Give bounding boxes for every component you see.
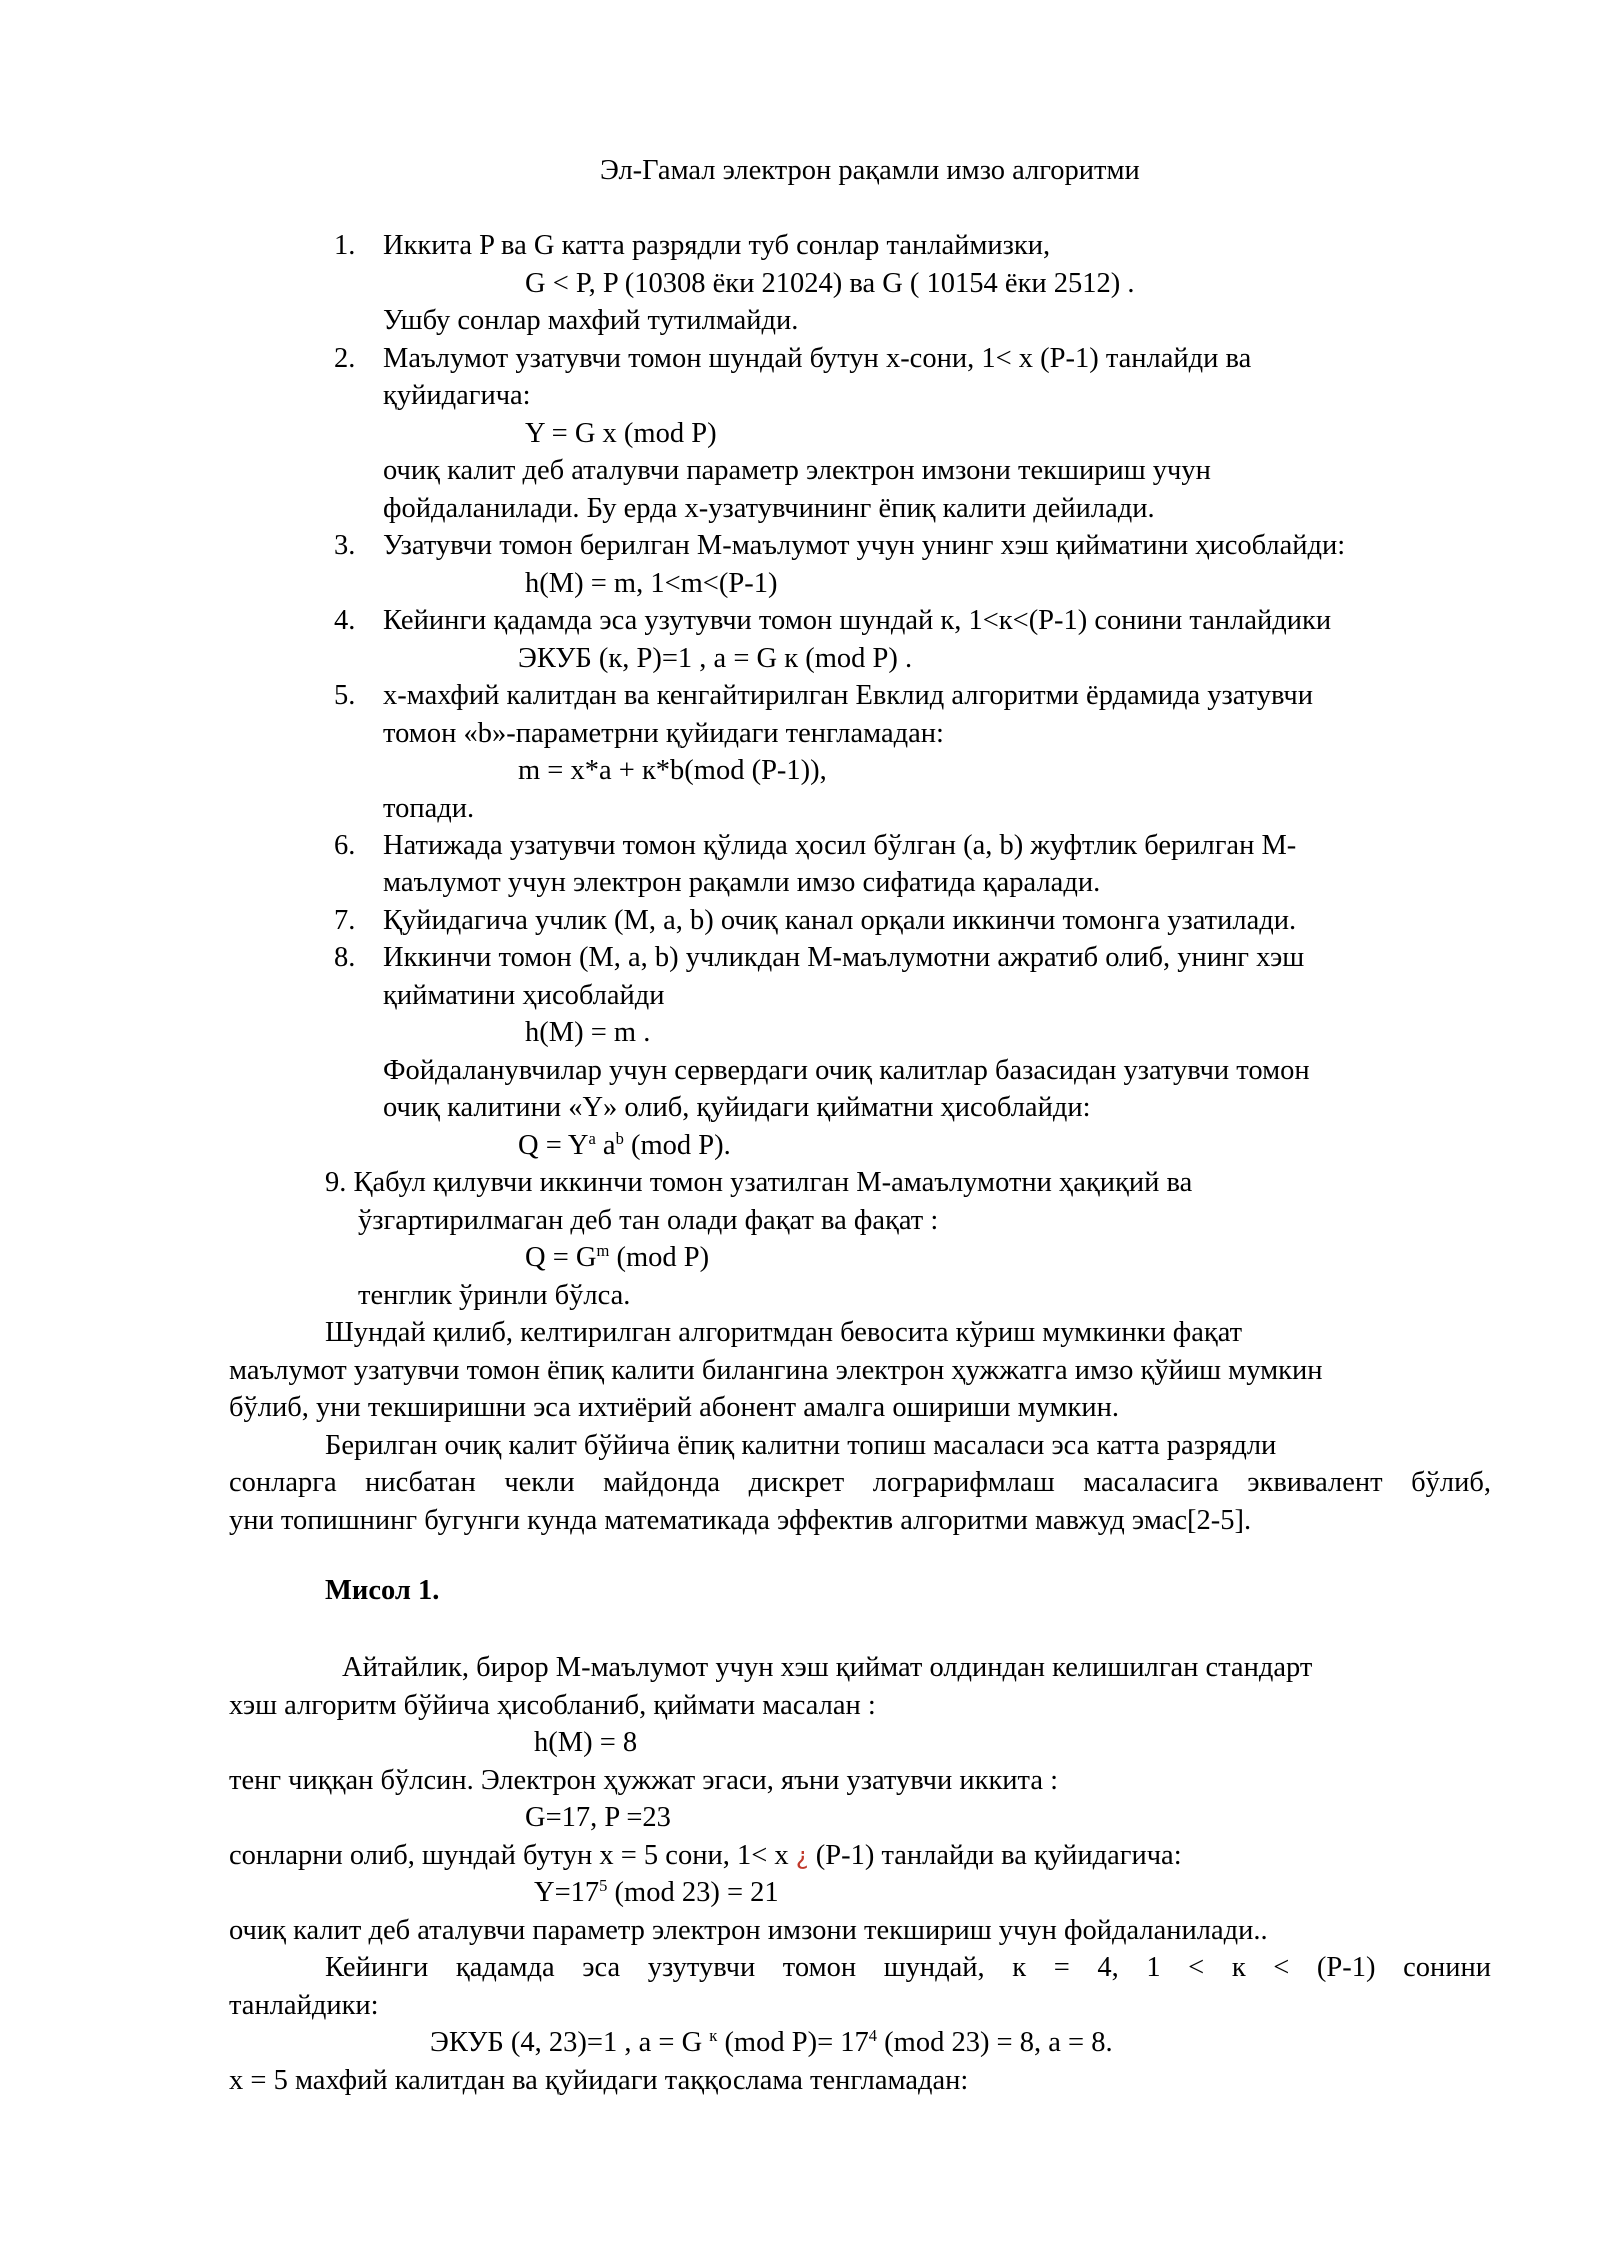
paragraph-2-line-2: сонларга нисбатан чекли майдонда дискрет лограрифмлаш масаласига эквивалент бўлиб, [229,1467,1491,1498]
step-8-line-2: қийматини ҳисоблайди [383,980,665,1011]
step-9-line-1: 9. Қабул қилувчи иккинчи томон узатилган M-амаълумотни ҳақиқий ва [325,1167,1193,1198]
step-8-line-4: очиқ калитини «Y» олиб, қуйидаги қийматни ҳисоблайди: [383,1092,1091,1123]
step-2-line-3: очиқ калит деб аталувчи параметр электрон имзони текшириш учун [383,455,1211,486]
example-line-6: Кейинги қадамда эса узутувчи томон шундай, к = 4, 1 < к < (P-1) сонини [325,1952,1491,1983]
step-1-number: 1. [334,230,356,261]
step-3-line-1: Узатувчи томон берилган M-маълумот учун унинг хэш қийматини ҳисоблайди: [383,530,1346,561]
step-2-formula: Y = G x (mod P) [525,418,717,449]
example-formula-1: h(M) = 8 [534,1727,638,1758]
step-1-line-2: G < P, P (10308 ёки 21024) ва G ( 10154 ёки 2512) . [525,268,1135,299]
paragraph-1-line-1: Шундай қилиб, келтирилган алгоритмдан бевосита кўриш мумкинки фақат [325,1317,1243,1348]
step-1-line-3: Ушбу сонлар махфий тутилмайди. [383,305,799,336]
step-4-formula: ЭКУБ (к, P)=1 , a = G к (mod P) . [518,643,913,674]
step-6-number: 6. [334,830,356,861]
document-title: Эл-Гамал электрон рақамли имзо алгоритми [600,155,1140,186]
step-5-number: 5. [334,680,356,711]
inverted-question-glyph: ¿ [795,1842,809,1870]
step-5-line-3: топади. [383,793,475,824]
paragraph-2-line-1: Берилган очиқ калит бўйича ёпиқ калитни топиш масаласи эса катта разрядли [325,1430,1277,1461]
step-7-line-1: Қуйидагича учлик (M, a, b) очиқ канал орқали иккинчи томонга узатилади. [383,905,1297,936]
step-3-number: 3. [334,530,356,561]
step-2-line-2: қуйидагича: [383,380,531,411]
step-2-line-1: Маълумот узатувчи томон шундай бутун x-сони, 1< x (P-1) танлайди ва [383,343,1252,374]
step-9-line-2: ўзгартирилмаган деб тан олади фақат ва фақат : [358,1205,939,1236]
example-line-5: очиқ калит деб аталувчи параметр электрон имзони текшириш учун фойдаланилади.. [229,1915,1268,1946]
example-formula-3: $Y=17^5$ (mod 23) = 21 [534,1875,779,1908]
step-5-formula: m = x*a + к*b(mod (P-1)), [518,755,827,786]
example-line-1: Айтайлик, бирор M-маълумот учун хэш қиймат олдиндан келишилган стандарт [342,1652,1313,1683]
paragraph-1-line-3: бўлиб, уни текширишни эса ихтиёрий абонент амалга ошириши мумкин. [229,1392,1120,1423]
step-8-line-3: Фойдаланувчилар учун сервердаги очиқ калитлар базасидан узатувчи томон [383,1055,1310,1086]
step-8-formula-2: $Q = Y^a$ $a^b$ (mod P). [518,1128,731,1161]
example-formula-2: G=17, P =23 [525,1802,671,1833]
example-formula-4: ЭКУБ (4, 23)=1 , a = G $^к$ (mod $P)= 17^4$ (mod 23) = 8, a = 8. [430,2025,1113,2058]
step-5-line-2: томон «b»-параметрни қуйидаги тенгламадан: [383,718,944,749]
step-2-number: 2. [334,343,356,374]
example-line-7: танлайдики: [229,1990,379,2021]
step-9-formula: $Q = G^m$ (mod P) [525,1240,710,1273]
step-4-line-1: Кейинги қадамда эса узутувчи томон шундай к, 1<к<(P-1) сонини танлайдики [383,605,1332,636]
step-9-line-3: тенглик ўринли бўлса. [358,1280,631,1311]
step-3-formula: h(M) = m, 1<m<(P-1) [525,568,778,599]
paragraph-2-line-3: уни топишнинг бугунги кунда математикада эффектив алгоритми мавжуд эмас[2-5]. [229,1505,1252,1536]
paragraph-1-line-2: маълумот узатувчи томон ёпиқ калити билангина электрон ҳужжатга имзо қўйиш мумкин [229,1355,1323,1386]
step-7-number: 7. [334,905,356,936]
step-4-number: 4. [334,605,356,636]
step-8-line-1: Иккинчи томон (M, a, b) учликдан M-маълумотни ажратиб олиб, унинг хэш [383,942,1305,973]
example-line-8: x = 5 махфий калитдан ва қуйидаги таққослама тенгламадан: [229,2065,969,2096]
example-line-2: хэш алгоритм бўйича ҳисобланиб, қиймати масалан : [229,1690,876,1721]
step-1-line-1: Иккита P ва G катта разрядли туб сонлар танлаймизки, [383,230,1051,261]
example-line-3: тенг чиққан бўлсин. Электрон ҳужжат эгаси, яъни узатувчи иккита : [229,1765,1059,1796]
step-6-line-2: маълумот учун электрон рақамли имзо сифатида қаралади. [383,867,1101,898]
step-8-formula: h(M) = m . [525,1017,651,1048]
step-5-line-1: x-махфий калитдан ва кенгайтирилган Евклид алгоритми ёрдамида узатувчи [383,680,1313,711]
example-heading: Мисол 1. [325,1575,440,1606]
step-8-number: 8. [334,942,356,973]
example-line-4: сонларни олиб, шундай бутун x = 5 сони, 1< x ¿ (P-1) танлайди ва қуйидагича: [229,1840,1182,1871]
step-6-line-1: Натижада узатувчи томон қўлида ҳосил бўлган (a, b) жуфтлик берилган M- [383,830,1297,861]
step-2-line-4: фойдаланилади. Бу ерда x-узатувчининг ёпиқ калити дейилади. [383,493,1155,524]
